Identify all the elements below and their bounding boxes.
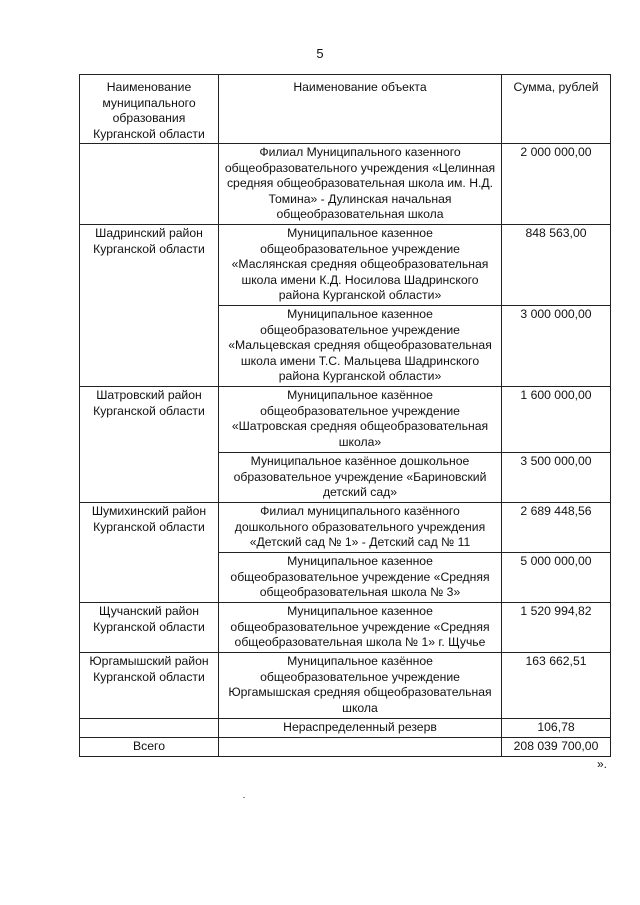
object-cell: Муниципальное казенное общеобразовательное учреждение «Мальцевская средняя общеобразовательная школа имени Т.С. Мальцева Шадринского района Курганской области»: [219, 306, 502, 387]
sum-cell: 1 520 994,82: [502, 603, 611, 653]
object-cell: Филиал Муниципального казенного общеобразовательного учреждения «Целинная средняя общеобразовательная школа им. Н.Д. Томина» - Дулинская начальная общеобразовательная школа: [219, 144, 502, 225]
total-sum: 208 039 700,00: [502, 738, 611, 757]
object-cell: Муниципальное казенное общеобразовательное учреждение «Маслянская средняя общеобразовательная школа имени К.Д. Носилова Шадринского района Курганской области»: [219, 225, 502, 306]
header-sum: Сумма, рублей: [502, 75, 611, 144]
sum-cell: 163 662,51: [502, 653, 611, 719]
page-number: 5: [316, 46, 324, 61]
municipality-cell: Шатровский район Курганской области: [80, 387, 219, 503]
municipality-cell: Юргамышский район Курганской области: [80, 653, 219, 719]
sum-cell: 1 600 000,00: [502, 387, 611, 453]
municipality-cell: Шумихинский район Курганской области: [80, 503, 219, 603]
table-row: [80, 603, 611, 653]
object-cell: [219, 738, 502, 757]
table-row: [80, 387, 611, 453]
sum-cell: 848 563,00: [502, 225, 611, 306]
object-cell: Муниципальное казённое общеобразовательное учреждение «Шатровская средняя общеобразовательная школа»: [219, 387, 502, 453]
municipality-cell: Шадринский район Курганской области: [80, 225, 219, 387]
reserve-sum: 106,78: [502, 719, 611, 738]
sum-cell: 3 000 000,00: [502, 306, 611, 387]
reserve-label: Нераспределенный резерв: [219, 719, 502, 738]
object-cell: Муниципальное казённое дошкольное образовательное учреждение «Бариновский детский сад»: [219, 453, 502, 503]
table-row: [80, 503, 611, 553]
municipality-cell: Щучанский район Курганской области: [80, 603, 219, 653]
table-row: [80, 144, 611, 225]
total-label: Всего: [80, 738, 219, 757]
municipality-cell: [80, 719, 219, 738]
closing-quote-mark: ».: [597, 757, 608, 771]
table-row: [80, 225, 611, 306]
reserve-row: [80, 719, 611, 738]
object-cell: Муниципальное казённое общеобразовательное учреждение Юргамышская средняя общеобразовательная школа: [219, 653, 502, 719]
header-object: Наименование объекта: [219, 75, 502, 144]
sum-cell: 2 000 000,00: [502, 144, 611, 225]
total-row: [80, 738, 611, 757]
object-cell: Муниципальное казенное общеобразовательное учреждение «Средняя общеобразовательная школа № 3»: [219, 553, 502, 603]
table-row: [80, 653, 611, 719]
object-cell: Филиал муниципального казённого дошкольного образовательного учреждения «Детский сад № 1» - Детский сад № 11: [219, 503, 502, 553]
sum-cell: 5 000 000,00: [502, 553, 611, 603]
funding-table: [79, 74, 611, 757]
sum-cell: 3 500 000,00: [502, 453, 611, 503]
municipality-cell: [80, 144, 219, 225]
scan-speck: [243, 797, 245, 798]
sum-cell: 2 689 448,56: [502, 503, 611, 553]
object-cell: Муниципальное казенное общеобразовательное учреждение «Средняя общеобразовательная школа № 1» г. Щучье: [219, 603, 502, 653]
table-header-row: [80, 75, 611, 144]
header-municipality: Наименование муниципального образования Курганской области: [80, 75, 219, 144]
